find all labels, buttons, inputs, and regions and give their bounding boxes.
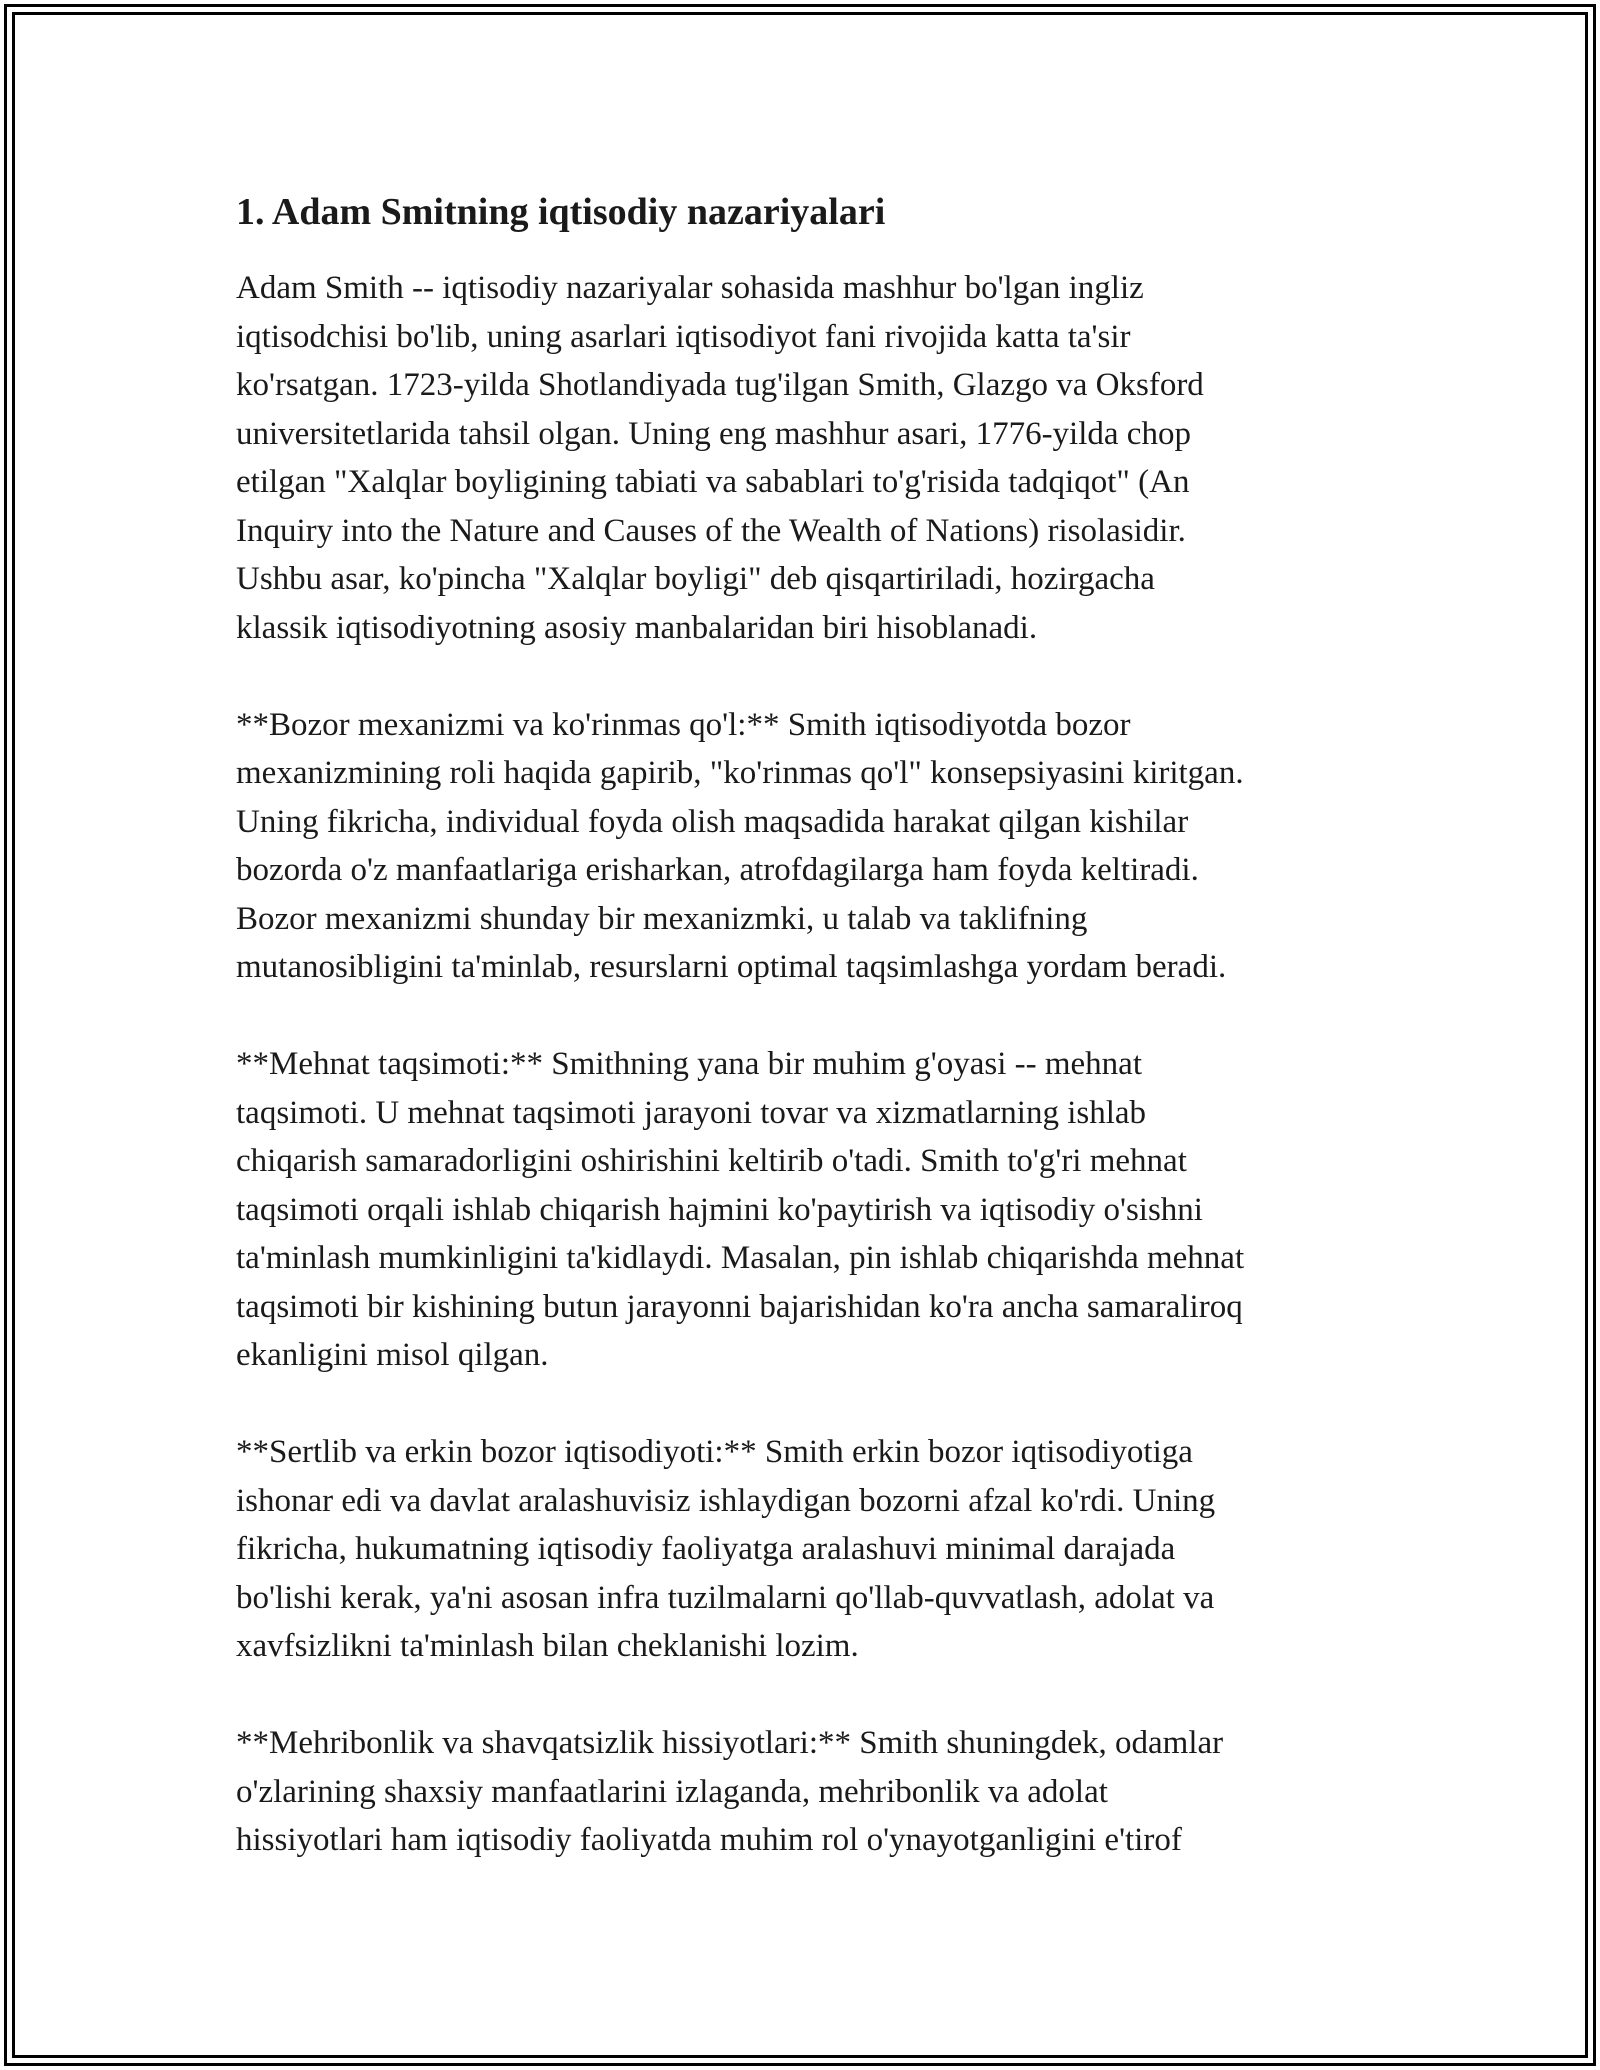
- text-line: mexanizmining roli haqida gapirib, "ko'rinmas qo'l" konsepsiyasini kiritgan.: [236, 755, 1244, 791]
- text-line: **Bozor mexanizmi va ko'rinmas qo'l:** Smith iqtisodiyotda bozor: [236, 706, 1131, 743]
- text-line: bo'lishi kerak, ya'ni asosan infra tuzilmalarni qo'llab-quvvatlash, adolat va: [236, 1579, 1215, 1616]
- text-line: Uning fikricha, individual foyda olish maqsadida harakat qilgan kishilar: [236, 803, 1189, 840]
- text-line: mutanosibligini ta'minlab, resurslarni optimal taqsimlashga yordam beradi.: [236, 949, 1227, 985]
- paragraph-intro: [236, 264, 1366, 652]
- text-line: **Mehnat taqsimoti:** Smithning yana bir muhim g'oyasi -- mehnat: [236, 1046, 1143, 1082]
- text-line: hissiyotlari ham iqtisodiy faoliyatda muhim rol o'ynayotganligini e'tirof: [236, 1822, 1182, 1858]
- text-line: universitetlarida tahsil olgan. Uning eng mashhur asari, 1776-yilda chop: [236, 415, 1191, 452]
- text-line: taqsimoti. U mehnat taqsimoti jarayoni tovar va xizmatlarning ishlab: [236, 1094, 1147, 1131]
- text-line: taqsimoti orqali ishlab chiqarish hajmini ko'paytirish va iqtisodiy o'sishni: [236, 1191, 1203, 1228]
- text-line: fikricha, hukumatning iqtisodiy faoliyatga aralashuvi minimal darajada: [236, 1531, 1176, 1567]
- text-line: klassik iqtisodiyotning asosiy manbalaridan biri hisoblanadi.: [236, 609, 1038, 646]
- paragraph-market-mechanism: [236, 701, 1366, 992]
- text-line: ko'rsatgan. 1723-yilda Shotlandiyada tug'ilgan Smith, Glazgo va Oksford: [236, 367, 1204, 403]
- text-line: ekanligini misol qilgan.: [236, 1337, 549, 1373]
- text-line: taqsimoti bir kishining butun jarayonni bajarishidan ko'ra ancha samaraliroq: [236, 1288, 1243, 1325]
- document-body: [236, 186, 1366, 1913]
- paragraph-division-of-labor: [236, 1040, 1366, 1380]
- text-line: Adam Smith -- iqtisodiy nazariyalar sohasida mashhur bo'lgan ingliz: [236, 270, 1144, 306]
- paragraph-sentiments: [236, 1719, 1366, 1865]
- text-line: Ushbu asar, ko'pincha "Xalqlar boyligi" deb qisqartiriladi, hozirgacha: [236, 561, 1155, 597]
- text-line: chiqarish samaradorligini oshirishini keltirib o'tadi. Smith to'g'ri mehnat: [236, 1143, 1187, 1179]
- paragraph-free-market: [236, 1428, 1366, 1671]
- text-line: bozorda o'z manfaatlariga erisharkan, atrofdagilarga ham foyda keltiradi.: [236, 852, 1199, 888]
- text-line: **Mehribonlik va shavqatsizlik hissiyotlari:** Smith shuningdek, odamlar: [236, 1725, 1224, 1761]
- text-line: iqtisodchisi bo'lib, uning asarlari iqtisodiyot fani rivojida katta ta'sir: [236, 318, 1131, 355]
- document-title: 1. Adam Smitning iqtisodiy nazariyalari: [236, 191, 886, 233]
- text-line: ta'minlash mumkinligini ta'kidlaydi. Masalan, pin ishlab chiqarishda mehnat: [236, 1240, 1245, 1276]
- text-line: **Sertlib va erkin bozor iqtisodiyoti:** Smith erkin bozor iqtisodiyotiga: [236, 1434, 1193, 1470]
- text-line: etilgan "Xalqlar boyligining tabiati va sabablari to'g'risida tadqiqot" (An: [236, 464, 1190, 500]
- text-line: o'zlarining shaxsiy manfaatlarini izlaganda, mehribonlik va adolat: [236, 1773, 1108, 1810]
- text-line: ishonar edi va davlat aralashuvisiz ishlaydigan bozorni afzal ko'rdi. Uning: [236, 1482, 1216, 1519]
- text-line: xavfsizlikni ta'minlash bilan cheklanishi lozim.: [236, 1628, 859, 1664]
- text-line: Bozor mexanizmi shunday bir mexanizmki, u talab va taklifning: [236, 900, 1088, 937]
- text-line: Inquiry into the Nature and Causes of the Wealth of Nations) risolasidir.: [236, 512, 1186, 549]
